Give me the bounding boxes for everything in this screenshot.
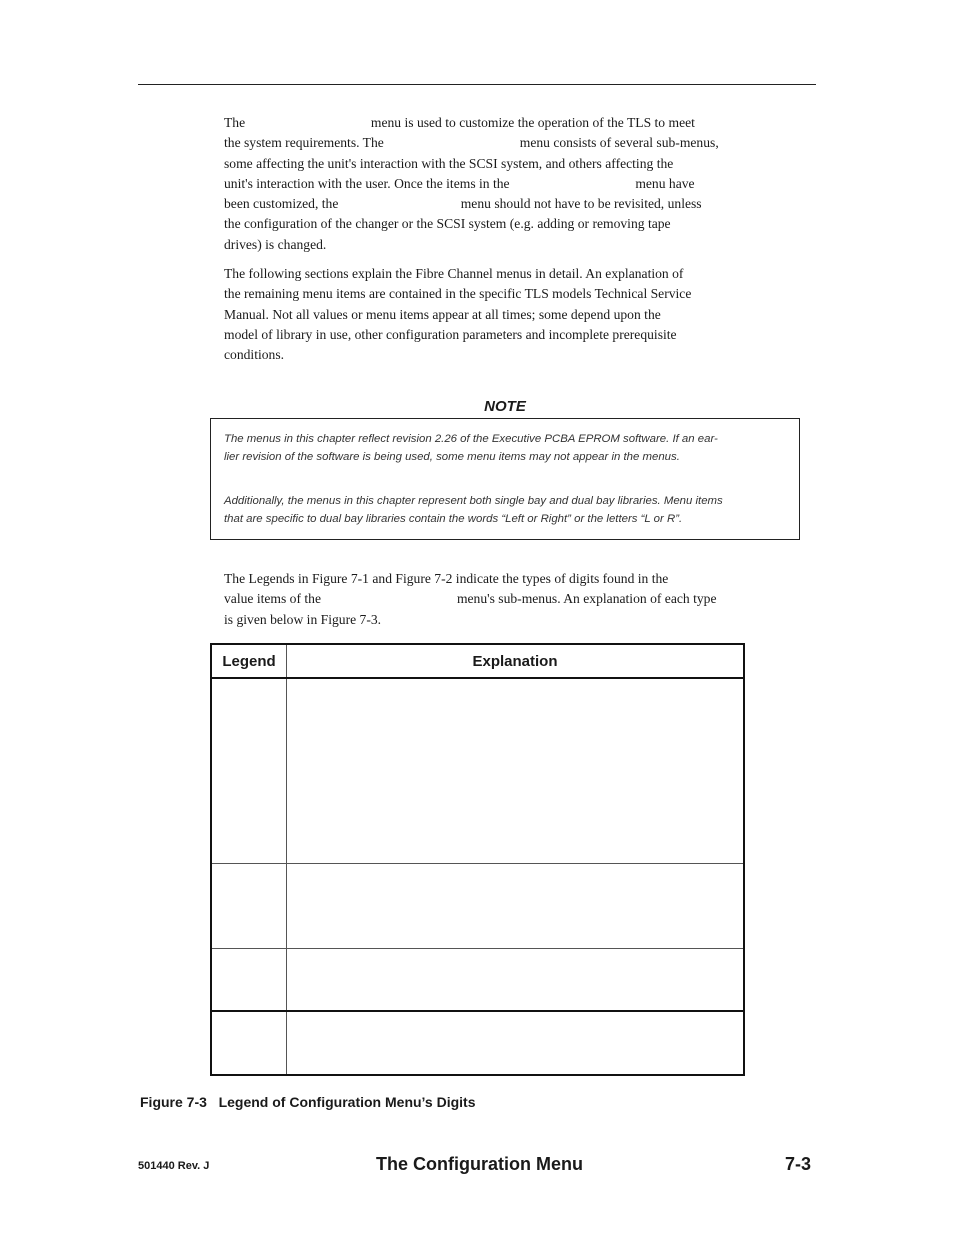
note-line: The menus in this chapter reflect revision 2.26 of the Executive PCBA EPROM software. If an ear-: [224, 433, 718, 445]
text-line: some affecting the unit's interaction with the SCSI system, and others affecting the: [224, 155, 674, 171]
footer-doc-number: 501440 Rev. J: [138, 1160, 210, 1172]
legend-cell: [211, 949, 287, 1012]
note-box: [210, 418, 800, 540]
note-title: NOTE: [484, 398, 526, 415]
note-paragraph: [224, 493, 794, 528]
explanation-cell: [287, 1011, 745, 1075]
text-line: is given below in Figure 7-3.: [224, 611, 382, 627]
footer-page-number: 7-3: [785, 1154, 812, 1174]
text-line: unit's interaction with the user. Once the items in the menu have: [224, 175, 695, 191]
explanation-cell: [287, 949, 745, 1012]
note-paragraph: [224, 431, 794, 466]
table-row: [211, 864, 744, 949]
note-line: lier revision of the software is being used, some menu items may not appear in the menus.: [224, 450, 680, 463]
legends-intro-paragraph: [224, 569, 790, 630]
text-line: The Legends in Figure 7-1 and Figure 7-2 indicate the types of digits found in the: [224, 571, 669, 586]
figure-caption: Figure 7-3 Legend of Configuration Menu’s Digits: [140, 1094, 476, 1110]
text-line: the configuration of the changer or the SCSI system (e.g. adding or removing tape: [224, 216, 671, 232]
table-row: [211, 678, 744, 864]
explanation-cell: [287, 864, 745, 949]
footer-chapter-title: The Configuration Menu: [376, 1154, 583, 1174]
header-rule: [138, 84, 816, 85]
table-row: [211, 1011, 744, 1075]
legend-table: [210, 643, 745, 1076]
text-line: been customized, the menu should not have to be revisited, unless: [224, 196, 702, 212]
explanation-cell: [287, 678, 745, 864]
text-line: conditions.: [224, 347, 285, 363]
intro-paragraph: [224, 113, 790, 255]
text-line: the remaining menu items are contained in the specific TLS models Technical Service: [224, 286, 692, 302]
legend-cell: [211, 1011, 287, 1075]
table-row: [211, 949, 744, 1012]
text-line: model of library in use, other configuration parameters and incomplete prerequisite: [224, 326, 677, 342]
legend-column-header: Legend: [211, 644, 287, 678]
text-line: drives) is changed.: [224, 236, 327, 252]
note-line: that are specific to dual bay libraries contain the words “Left or Right” or the letters “L or R”.: [224, 512, 683, 525]
text-line: The menu is used to customize the operation of the TLS to meet: [224, 115, 695, 130]
legend-cell: [211, 678, 287, 864]
legend-cell: [211, 864, 287, 949]
note-line: Additionally, the menus in this chapter represent both single bay and dual bay libraries. Menu items: [224, 495, 723, 507]
sections-paragraph: [224, 264, 790, 365]
table-header-row: [211, 644, 744, 678]
text-line: the system requirements. The menu consists of several sub-menus,: [224, 135, 719, 151]
text-line: The following sections explain the Fibre Channel menus in detail. An explanation of: [224, 266, 684, 281]
text-line: Manual. Not all values or menu items appear at all times; some depend upon the: [224, 306, 661, 322]
explanation-column-header: Explanation: [287, 644, 745, 678]
text-line: value items of the menu's sub-menus. An explanation of each type: [224, 591, 717, 607]
